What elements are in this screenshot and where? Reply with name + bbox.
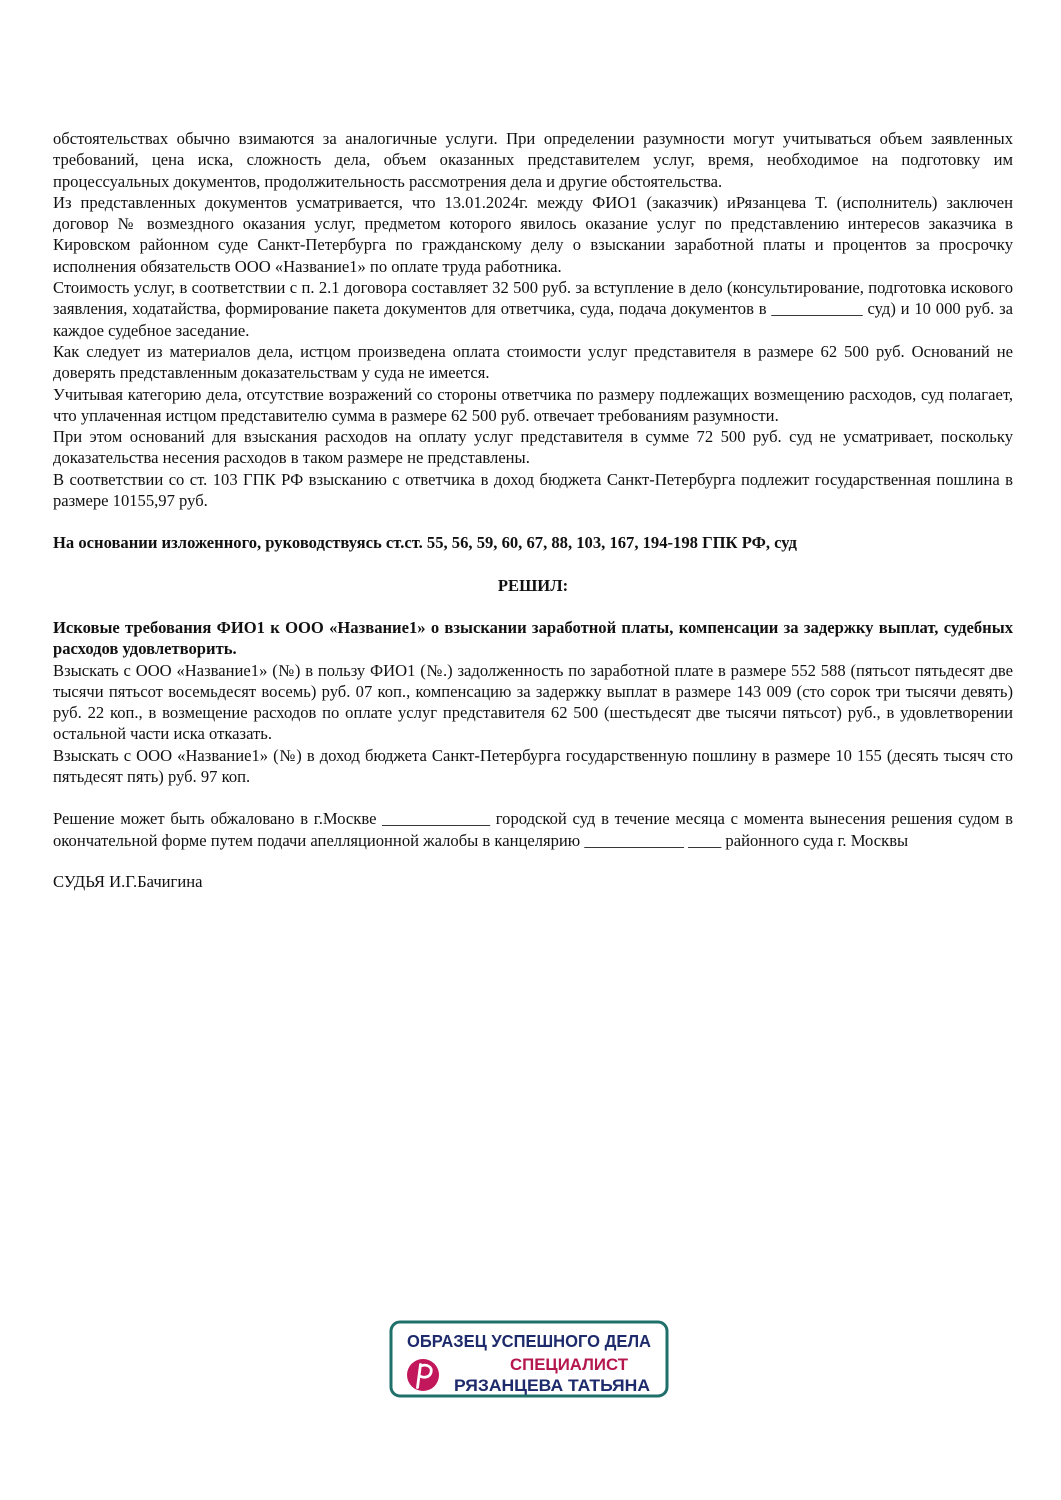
paragraph-4: Как следует из материалов дела, истцом произведена оплата стоимости услуг представителя в размере 62 500 руб. Оснований не доверять представленным доказательствам у суда не имеется. bbox=[53, 341, 1013, 383]
paragraph-1: обстоятельствах обычно взимаются за аналогичные услуги. При определении разумности могут учитываться объем заявленных требований, цена иска, сложность дела, объем оказанных представителем услуг, время, необходимое на подготовку им процессуальных документов, продолжительность рассмотрения дела и другие обстоятельства. bbox=[53, 129, 1013, 191]
paragraph-5: Учитывая категорию дела, отсутствие возражений со стороны ответчика по размеру подлежащих возмещению расходов, суд полагает, что уплаченная истцом представителю сумма в размере 62 500 руб. отвечает требованиям разумности. bbox=[53, 384, 1013, 425]
basis-statement: На основании изложенного, руководствуясь ст.ст. 55, 56, 59, 60, 67, 88, 103, 167, 194-198 ГПК РФ, суд bbox=[53, 533, 797, 553]
sample-case-stamp bbox=[389, 1320, 669, 1398]
paragraph-6: При этом оснований для взыскания расходов на оплату услуг представителя в сумме 72 500 руб. суд не усматривает, поскольку доказательства несения расходов в таком размере не представлены. bbox=[53, 427, 1013, 468]
stamp-line-1: ОБРАЗЕЦ УСПЕШНОГО ДЕЛА bbox=[407, 1331, 652, 1351]
ruling-paragraph-1: Взыскать с ООО «Название1» (№) в пользу ФИО1 (№.) задолженность по заработной плате в размере 552 588 (пятьсот пятьдесят две тысячи пятьсот восемьдесят восемь) руб. 07 коп., компенсацию за задержку выплат в размере 143 009 (сто сорок три тысячи девять) руб. 22 коп., в возмещение расходов по оплате услуг представителя 62 500 (шестьдесят две тысячи пятьсот) руб., в удовлетворении остальной части иска отказать. bbox=[53, 660, 1013, 744]
document-body bbox=[53, 128, 1013, 892]
stamp-line-3: РЯЗАНЦЕВА ТАТЬЯНА bbox=[454, 1377, 651, 1395]
paragraph-3: Стоимость услуг, в соответствии с п. 2.1 договора составляет 32 500 руб. за вступление в дело (консультирование, подготовка искового заявления, ходатайства, формирование пакета документов для ответчика, суда, подача документов в ___________ суд) и 10 000 руб. за каждое судебное заседание. bbox=[53, 278, 1013, 340]
decision-heading: РЕШИЛ: bbox=[497, 575, 569, 595]
paragraph-7: В соответствии со ст. 103 ГПК РФ взысканию с ответчика в доход бюджета Санкт-Петербурга подлежит государственная пошлина в размере 10155,97 руб. bbox=[53, 469, 1013, 511]
appeal-notice: Решение может быть обжаловано в г.Москве _____________ городской суд в течение месяца с момента вынесения решения судом в окончательной форме путем подачи апелляционной жалобы в канцелярию ____________ ____ районного суда г. Москвы bbox=[53, 809, 1013, 850]
stamp-line-2: СПЕЦИАЛИСТ bbox=[510, 1356, 628, 1374]
ruling-bold: Исковые требования ФИО1 к ООО «Название1» о взыскании заработной платы, компенсации за задержку выплат, судебных расходов удовлетворить. bbox=[53, 617, 1013, 659]
judge-signature: СУДЬЯ И.Г.Бачигина bbox=[53, 871, 203, 891]
pinterest-icon bbox=[407, 1359, 439, 1391]
paragraph-2: Из представленных документов усматривается, что 13.01.2024г. между ФИО1 (заказчик) иРязанцева Т. (исполнитель) заключен договор № возмездного оказания услуг, предметом которого явилось оказание услуг по представлению интересов заказчика в Кировском районном суде Санкт-Петербурга по гражданскому делу о взыскании заработной платы и процентов за просрочку исполнения обязательств ООО «Название1» по оплате труда работника. bbox=[53, 192, 1013, 276]
ruling-paragraph-2: Взыскать с ООО «Название1» (№) в доход бюджета Санкт-Петербурга государственную пошлину в размере 10 155 (десять тысяч сто пятьдесят пять) руб. 97 коп. bbox=[53, 745, 1013, 787]
